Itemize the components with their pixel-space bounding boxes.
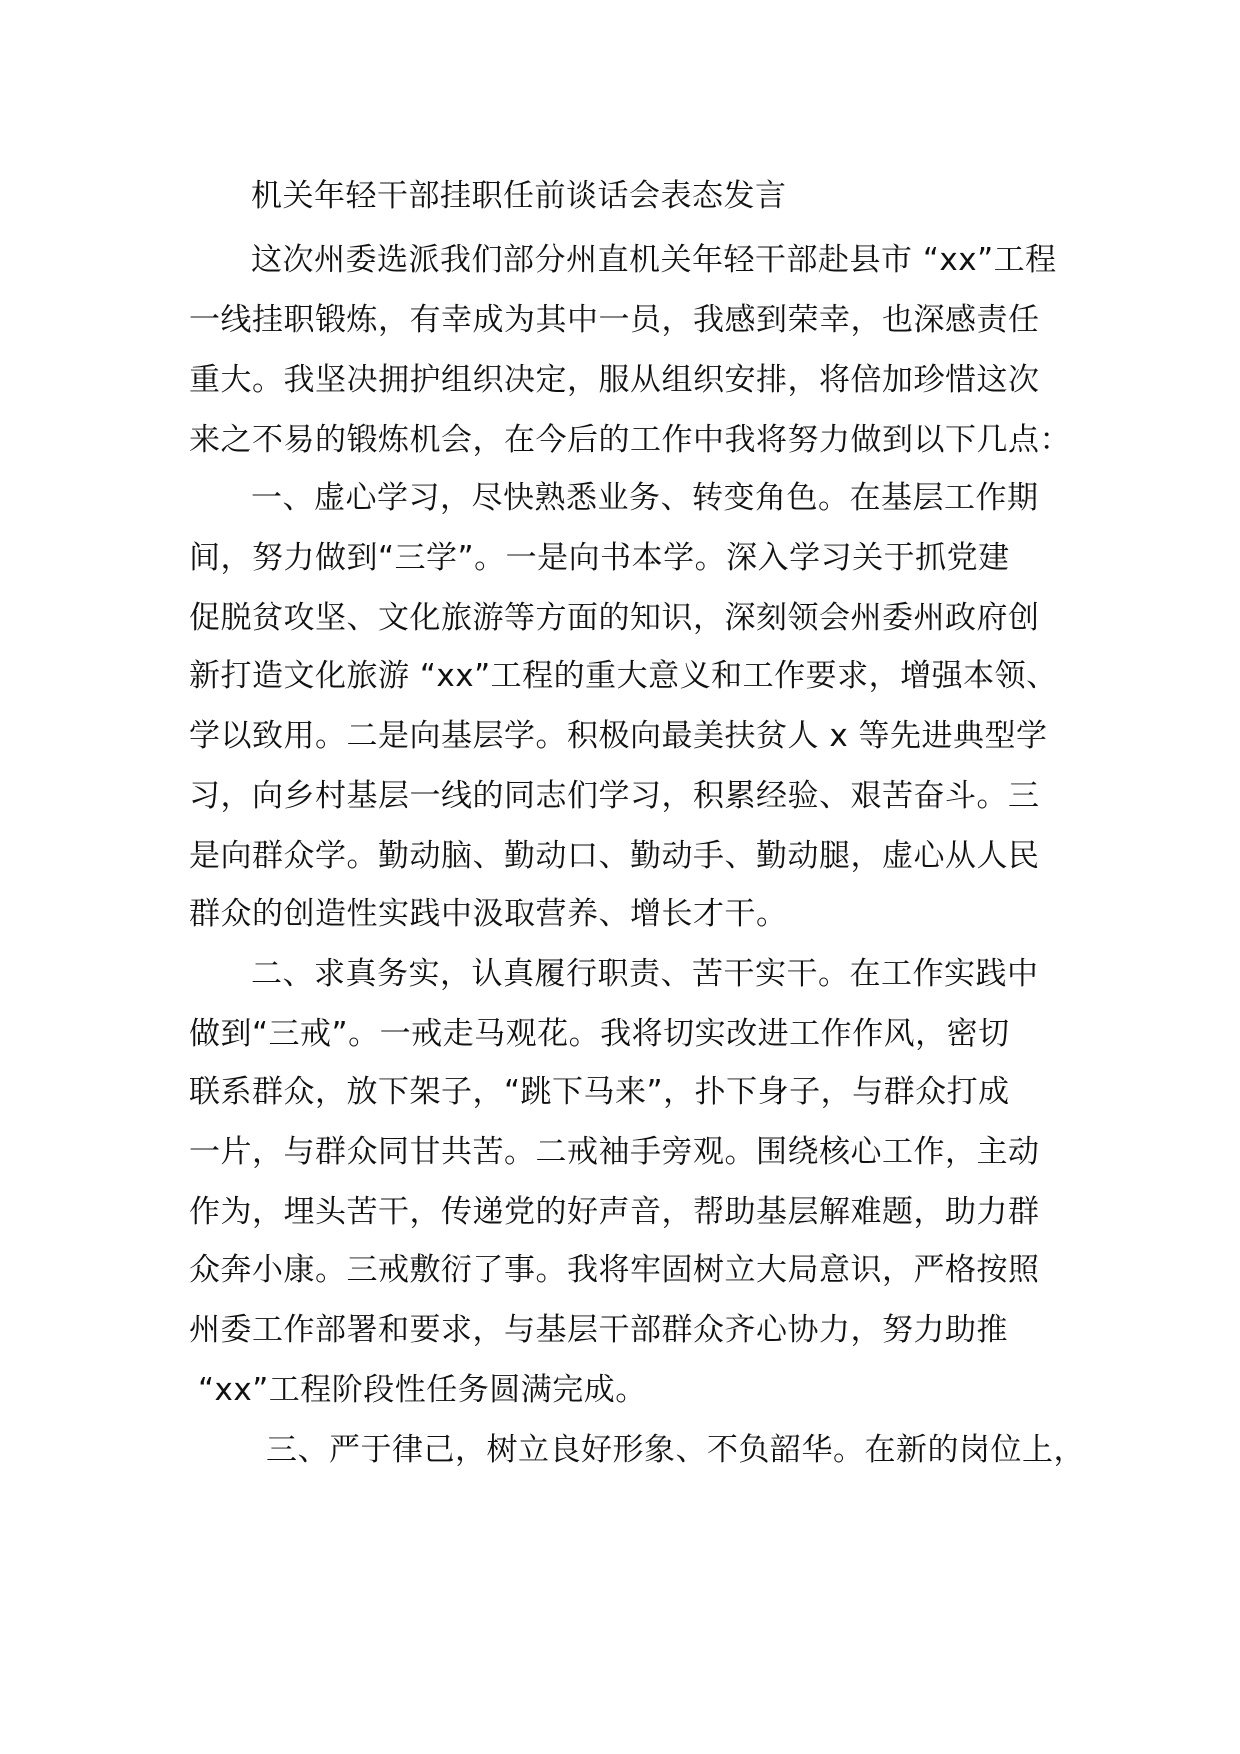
paragraph-line: 一片，与群众同甘共苦。二戒袖手旁观。围绕核心工作，主动 <box>189 1134 1040 1170</box>
paragraph-line: 作为，埋头苦干，传递党的好声音，帮助基层解难题，助力群 <box>189 1194 1040 1230</box>
paragraph-line: 重大。我坚决拥护组织决定，服从组织安排，将倍加珍惜这次 <box>189 362 1040 398</box>
paragraph-line: 众奔小康。三戒敷衍了事。我将牢固树立大局意识，严格按照 <box>189 1252 1040 1288</box>
paragraph-line: “xx”工程阶段性任务圆满完成。 <box>198 1372 647 1408</box>
paragraph-line: 学以致用。二是向基层学。积极向最美扶贫人 x 等先进典型学 <box>189 718 1048 754</box>
paragraph-line: 间，努力做到“三学”。一是向书本学。深入学习关于抓党建 <box>189 540 1010 576</box>
paragraph-line: 促脱贫攻坚、文化旅游等方面的知识，深刻领会州委州政府创 <box>189 600 1040 636</box>
paragraph-line: 联系群众，放下架子，“跳下马来”，扑下身子，与群众打成 <box>189 1074 1010 1110</box>
paragraph-line: 一线挂职锻炼，有幸成为其中一员，我感到荣幸，也深感责任 <box>189 302 1040 338</box>
paragraph-line: 州委工作部署和要求，与基层干部群众齐心协力，努力助推 <box>189 1312 1008 1348</box>
paragraph-line: 三、严于律己，树立良好形象、不负韶华。在新的岗位上， <box>266 1432 1085 1468</box>
paragraph-line: 一、虚心学习，尽快熟悉业务、转变角色。在基层工作期 <box>251 480 1039 516</box>
paragraph-line: 新打造文化旅游 “xx”工程的重大意义和工作要求，增强本领、 <box>189 658 1058 694</box>
paragraph-line: 做到“三戒”。一戒走马观花。我将切实改进工作作风，密切 <box>189 1016 1010 1052</box>
paragraph-line: 习，向乡村基层一线的同志们学习，积累经验、艰苦奋斗。三 <box>189 778 1040 814</box>
paragraph-line: 群众的创造性实践中汲取营养、增长才干。 <box>189 896 788 932</box>
paragraph-line: 二、求真务实，认真履行职责、苦干实干。在工作实践中 <box>251 956 1039 992</box>
document-title: 机关年轻干部挂职任前谈话会表态发言 <box>251 178 787 214</box>
paragraph-line: 是向群众学。勤动脑、勤动口、勤动手、勤动腿，虚心从人民 <box>189 838 1040 874</box>
paragraph-line: 这次州委选派我们部分州直机关年轻干部赴县市 “xx”工程 <box>251 242 1057 278</box>
paragraph-line: 来之不易的锻炼机会，在今后的工作中我将努力做到以下几点： <box>189 422 1071 458</box>
